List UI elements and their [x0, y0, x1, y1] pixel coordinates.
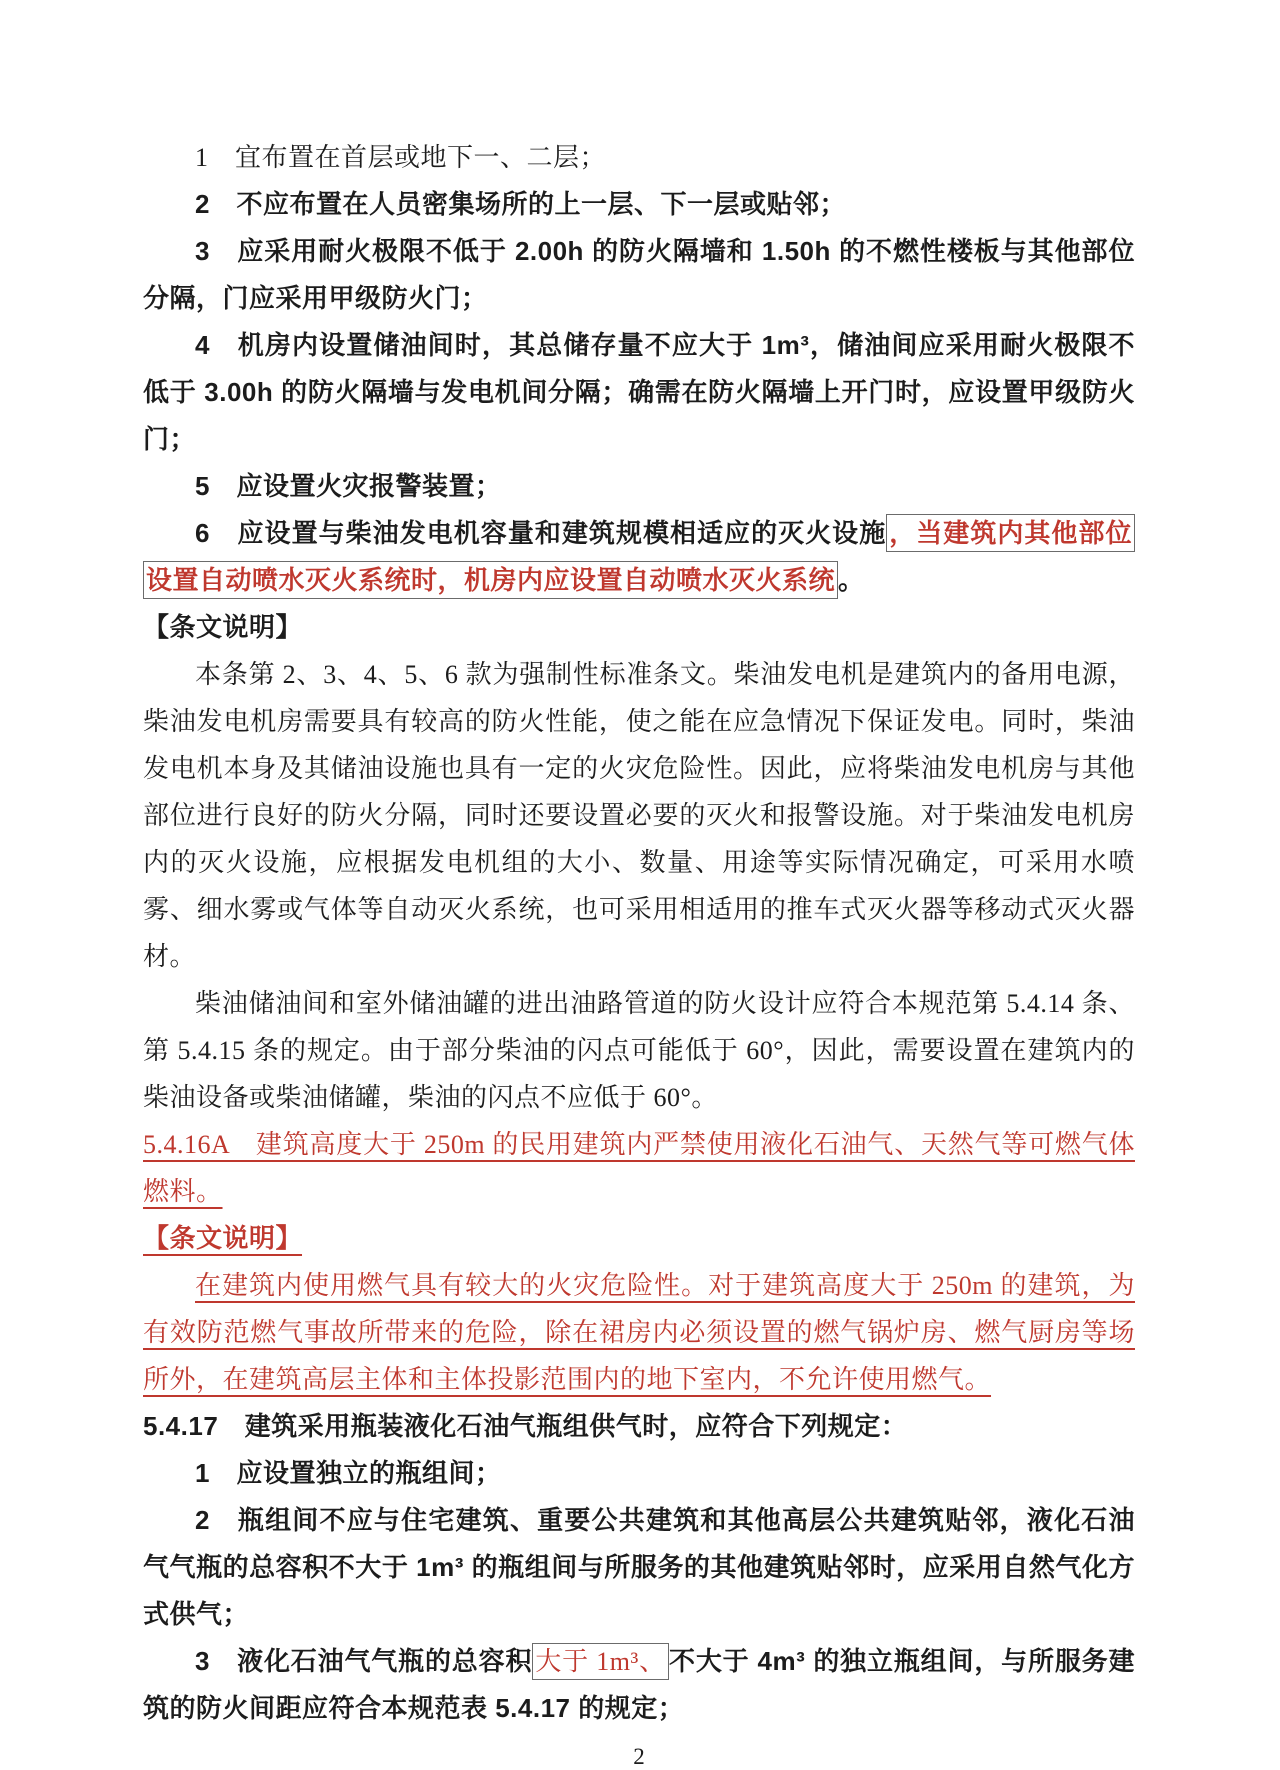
item-text: 2 瓶组间不应与住宅建筑、重要公共建筑和其他高层公共建筑贴邻，液化石油气气瓶的总容积不大于 1m³ 的瓶组间与所服务的其他建筑贴邻时，应采用自然气化方式供气；	[143, 1505, 1135, 1629]
clause-5-4-16A	[143, 1121, 1135, 1215]
clause-5-4-16-item-6	[143, 510, 1135, 604]
item-text: 6 应设置与柴油发电机容量和建筑规模相适应的灭火设施	[195, 518, 887, 548]
document-body	[143, 134, 1135, 1732]
explanation-paragraph-2	[143, 980, 1135, 1121]
item-text: 4 机房内设置储油间时，其总储存量不应大于 1m³，储油间应采用耐火极限不低于 3.00h 的防火隔墙与发电机间分隔；确需在防火隔墙上开门时，应设置甲级防火门；	[143, 330, 1135, 454]
clause-text: 5.4.17 建筑采用瓶装液化石油气瓶组供气时，应符合下列规定：	[143, 1411, 908, 1441]
explanation-label-red	[143, 1215, 1135, 1262]
paragraph-text: 柴油储油间和室外储油罐的进出油路管道的防火设计应符合本规范第 5.4.14 条、第 5.4.15 条的规定。由于部分柴油的闪点可能低于 60°，因此，需要设置在建筑内的柴油设备或柴油储罐，柴油的闪点不应低于 60°。	[143, 989, 1135, 1112]
item-text: 5 应设置火灾报警装置；	[195, 471, 502, 501]
item-text-suffix: 。	[838, 565, 865, 595]
revision-underlined-label: 【条文说明】	[143, 1223, 303, 1253]
page-footer	[143, 1744, 1135, 1770]
explanation-label	[143, 604, 1135, 651]
clause-5-4-17-item-1	[143, 1450, 1135, 1497]
page-number: 2	[633, 1744, 645, 1769]
revision-boxed-text: 大于 1m³、	[532, 1643, 669, 1680]
item-text: 3 应采用耐火极限不低于 2.00h 的防火隔墙和 1.50h 的不燃性楼板与其他部位分隔，门应采用甲级防火门；	[143, 236, 1135, 313]
clause-5-4-16-item-2	[143, 181, 1135, 228]
revision-boxed-text: ，当建筑内其他部位设置自动喷水灭火系统时，机房内应设置自动喷水灭火系统	[143, 514, 1135, 599]
clause-5-4-16-item-4	[143, 322, 1135, 463]
revision-underlined-clause: 5.4.16A 建筑高度大于 250m 的民用建筑内严禁使用液化石油气、天然气等可燃气体燃料。	[143, 1130, 1135, 1206]
clause-5-4-16-item-5	[143, 463, 1135, 510]
explanation-paragraph-red	[143, 1262, 1135, 1403]
clause-5-4-16-item-1	[143, 134, 1135, 181]
item-text-suffix: 不大于 4m³ 的独立瓶组间，与所服务建筑的防火间距应符合本规范表 5.4.17 的规定；	[143, 1646, 1135, 1723]
clause-5-4-17-item-2	[143, 1497, 1135, 1638]
item-text: 1 宜布置在首层或地下一、二层；	[195, 143, 607, 172]
item-text: 3 液化石油气气瓶的总容积	[195, 1646, 533, 1676]
item-text: 1 应设置独立的瓶组间；	[195, 1458, 502, 1488]
clause-5-4-16-item-3	[143, 228, 1135, 322]
explanation-paragraph-1	[143, 651, 1135, 980]
revision-underlined-paragraph: 在建筑内使用燃气具有较大的火灾危险性。对于建筑高度大于 250m 的建筑，为有效防范燃气事故所带来的危险，除在裙房内必须设置的燃气锅炉房、燃气厨房等场所外，在建筑高层主体和主体投影范围内的地下室内，不允许使用燃气。	[143, 1271, 1135, 1394]
item-text: 2 不应布置在人员密集场所的上一层、下一层或贴邻；	[195, 189, 846, 219]
clause-5-4-17-item-3	[143, 1638, 1135, 1732]
paragraph-text: 本条第 2、3、4、5、6 款为强制性标准条文。柴油发电机是建筑内的备用电源，柴油发电机房需要具有较高的防火性能，使之能在应急情况下保证发电。同时，柴油发电机本身及其储油设施也具有一定的火灾危险性。因此，应将柴油发电机房与其他部位进行良好的防火分隔，同时还要设置必要的灭火和报警设施。对于柴油发电机房内的灭火设施，应根据发电机组的大小、数量、用途等实际情况确定，可采用水喷雾、细水雾或气体等自动灭火系统，也可采用相适用的推车式灭火器等移动式灭火器材。	[143, 660, 1135, 971]
clause-5-4-17-heading	[143, 1403, 1135, 1450]
label-text: 【条文说明】	[143, 612, 303, 642]
